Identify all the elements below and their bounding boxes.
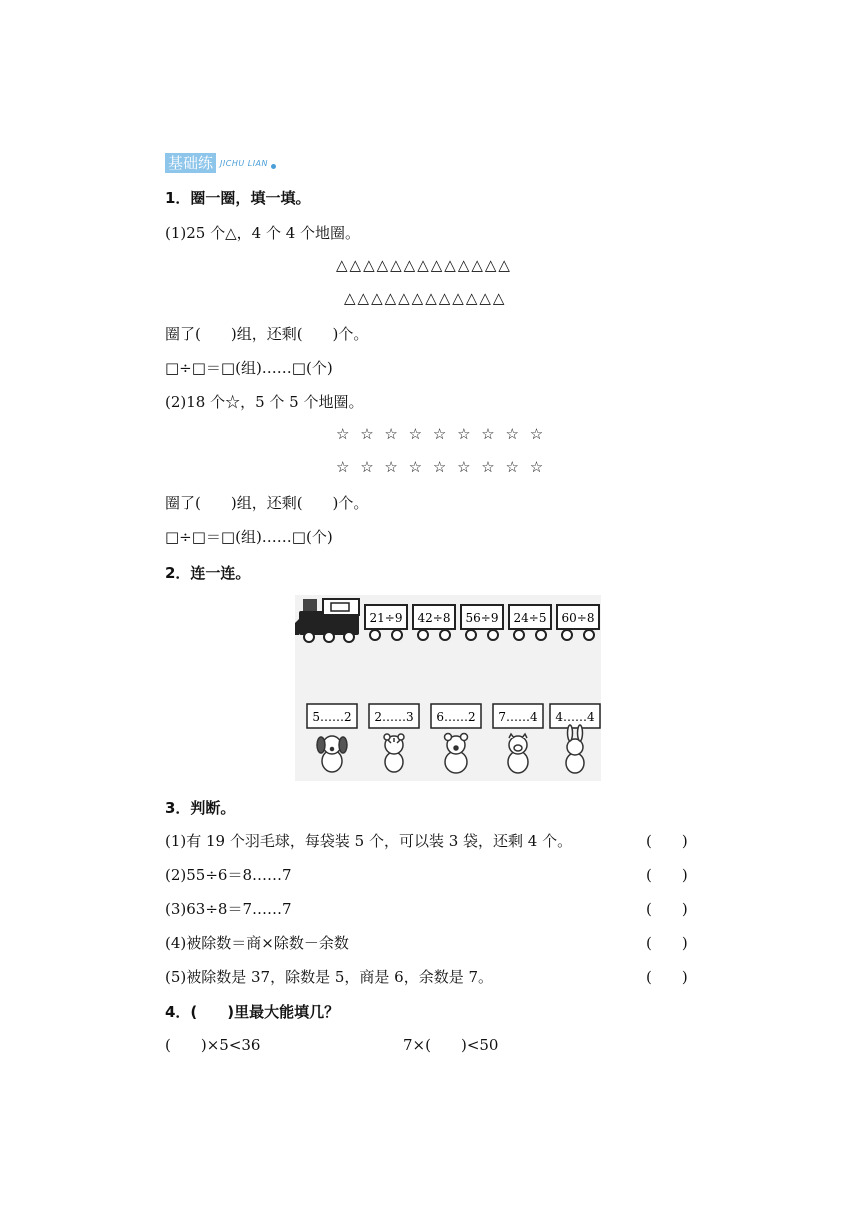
badge-sublabel: JICHU LIAN — [220, 158, 269, 168]
pig-icon — [508, 734, 528, 773]
q3-item-5: (5)被除数是 37，除数是 5，商是 6，余数是 7。 — [165, 968, 494, 986]
q1-part1-formula: □÷□＝□(组)……□(个) — [165, 359, 333, 377]
q3-answer-2[interactable]: ( ) — [646, 866, 688, 884]
answer-label-5: 4……4 — [555, 710, 595, 724]
q4-left-expression[interactable]: ( )×5<36 — [165, 1036, 261, 1054]
answer-label-4: 7……4 — [498, 710, 538, 724]
locomotive-icon — [295, 599, 359, 642]
q3-answer-3[interactable]: ( ) — [646, 900, 688, 918]
answer-box-2 — [369, 704, 419, 728]
q4-right-expression[interactable]: 7×( )<50 — [403, 1036, 499, 1054]
q1-title: 1．圈一圈，填一填。 — [165, 189, 311, 207]
answer-label-2: 2……3 — [374, 710, 414, 724]
q3-item-4: (4)被除数＝商×除数－余数 — [165, 934, 349, 952]
answer-box-4 — [493, 704, 543, 728]
train-matching-figure — [295, 595, 601, 781]
car-label-3: 56÷9 — [465, 611, 499, 625]
q1-part1-fill: 圈了( )组，还剩( )个。 — [165, 325, 369, 343]
car-label-1: 21÷9 — [369, 611, 403, 625]
answer-label-3: 6……2 — [436, 710, 476, 724]
q3-item-1: (1)有 19 个羽毛球，每袋装 5 个，可以装 3 袋，还剩 4 个。 — [165, 832, 573, 850]
badge-label: 基础练 — [165, 153, 216, 173]
q3-item-2: (2)55÷6＝8……7 — [165, 866, 292, 884]
answer-box-5 — [550, 704, 600, 728]
q3-answer-4[interactable]: ( ) — [646, 934, 688, 952]
triangle-row-1: △△△△△△△△△△△△△ — [336, 256, 512, 274]
answer-box-3 — [431, 704, 481, 728]
q4-title: 4．( )里最大能填几？ — [165, 1003, 340, 1021]
answer-box-1 — [307, 704, 357, 728]
star-row-2: ☆ ☆ ☆ ☆ ☆ ☆ ☆ ☆ ☆ — [336, 458, 544, 476]
triangle-row-2: △△△△△△△△△△△△ — [344, 289, 507, 307]
q1-part2-formula: □÷□＝□(组)……□(个) — [165, 528, 333, 546]
q1-part1-prompt: (1)25 个△，4 个 4 个地圈。 — [165, 224, 361, 242]
car-label-2: 42÷8 — [417, 611, 451, 625]
q3-item-3: (3)63÷8＝7……7 — [165, 900, 292, 918]
car-label-4: 24÷5 — [513, 611, 547, 625]
q3-answer-5[interactable]: ( ) — [646, 968, 688, 986]
q2-title: 2．连一连。 — [165, 564, 251, 582]
car-label-5: 60÷8 — [561, 611, 595, 625]
answer-label-1: 5……2 — [312, 710, 352, 724]
q1-part2-fill: 圈了( )组，还剩( )个。 — [165, 494, 369, 512]
q1-part2-prompt: (2)18 个☆，5 个 5 个地圈。 — [165, 393, 364, 411]
q3-title: 3．判断。 — [165, 799, 236, 817]
q3-answer-1[interactable]: ( ) — [646, 832, 688, 850]
badge-dot-icon — [271, 164, 276, 169]
star-row-1: ☆ ☆ ☆ ☆ ☆ ☆ ☆ ☆ ☆ — [336, 425, 544, 443]
section-badge — [165, 153, 276, 173]
